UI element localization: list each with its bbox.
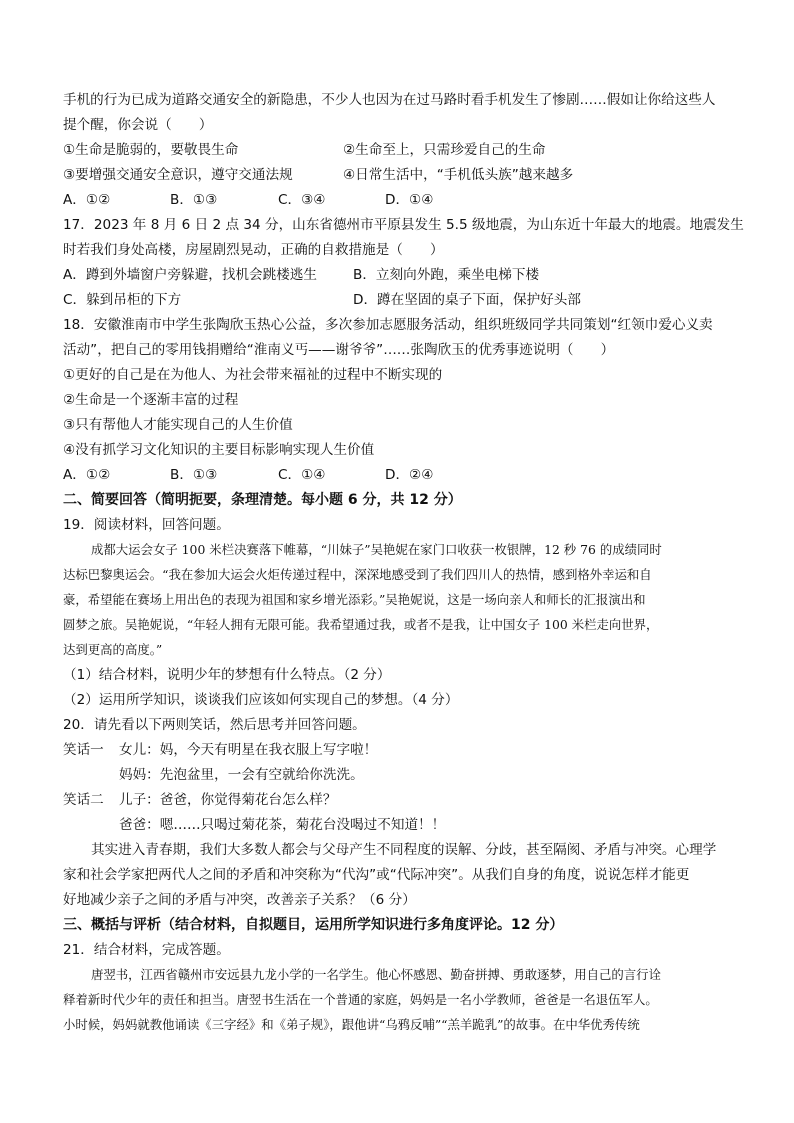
q19-subquestion-1: （1）结合材料，说明少年的梦想有什么特点。（2 分） bbox=[63, 667, 391, 683]
q18-choice-a: A．①② bbox=[63, 467, 111, 483]
q21-stem: 21．结合材料，完成答题。 bbox=[63, 942, 230, 958]
q16-choice-b: B．①③ bbox=[170, 192, 218, 208]
q16-choice-a: A．①② bbox=[63, 192, 111, 208]
q17-choice-d: D．蹲在坚固的桌子下面，保护好头部 bbox=[353, 292, 581, 308]
q16-option-3: ③要增强交通安全意识，遵守交通法规 bbox=[63, 167, 293, 183]
q16-option-2: ②生命至上，只需珍爱自己的生命 bbox=[343, 142, 546, 158]
q19-material-line-4: 圆梦之旅。吴艳妮说，“年轻人拥有无限可能。我希望通过我，或者不是我，让中国女子 100 米栏走向世界， bbox=[63, 617, 659, 632]
q19-subquestion-2: （2）运用所学知识，谈谈我们应该如何实现自己的梦想。（4 分） bbox=[63, 692, 459, 708]
q19-material-line-1: 成都大运会女子 100 米栏决赛落下帷幕，“川妹子”吴艳妮在家门口收获一枚银牌，12 秒 76 的成绩同时 bbox=[91, 542, 662, 557]
joke-1-line-1: 女儿：妈，今天有明星在我衣服上写字啦！ bbox=[119, 742, 378, 758]
q17-stem-line-2: 时若我们身处高楼，房屋剧烈晃动，正确的自救措施是（ ） bbox=[63, 242, 444, 258]
q20-paragraph-line-1: 其实进入青春期，我们大多数人都会与父母产生不同程度的误解、分歧，甚至隔阂、矛盾与冲突。心理学 bbox=[91, 842, 717, 858]
q18-option-1: ①更好的自己是在为他人、为社会带来福祉的过程中不断实现的 bbox=[63, 367, 443, 383]
q16-stem-line-1: 手机的行为已成为道路交通安全的新隐患，不少人也因为在过马路时看手机发生了惨剧……假如让你给这些人 bbox=[63, 92, 716, 108]
q18-choice-c: C．①④ bbox=[278, 467, 326, 483]
q20-paragraph-line-2: 家和社会学家把两代人之间的矛盾和冲突称为“代沟”或“代际冲突”。从我们自身的角度，说说怎样才能更 bbox=[63, 867, 690, 883]
section-2-title: 二、简要回答（简明扼要，条理清楚。每小题 6 分，共 12 分） bbox=[63, 492, 462, 508]
q21-material-line-1: 唐翌书，江西省赣州市安远县九龙小学的一名学生。他心怀感恩、勤奋拼搏、勇敢逐梦，用自己的言行诠 bbox=[91, 967, 661, 982]
q17-choice-c: C．躲到吊柜的下方 bbox=[63, 292, 182, 308]
q19-material-line-3: 豪，希望能在赛场上用出色的表现为祖国和家乡增光添彩。”吴艳妮说，这是一场向亲人和师长的汇报演出和 bbox=[63, 592, 646, 607]
q18-stem-line-2: 活动”，把自己的零用钱捐赠给“淮南义丐——谢爷爷”……张陶欣玉的优秀事迹说明（ ） bbox=[63, 342, 615, 358]
joke-2-line-1: 儿子：爸爸，你觉得菊花台怎么样？ bbox=[119, 792, 337, 808]
joke-2-tag: 笑话二 bbox=[63, 792, 104, 808]
q16-choice-c: C．③④ bbox=[278, 192, 326, 208]
q18-stem-line-1: 18．安徽淮南市中学生张陶欣玉热心公益，多次参加志愿服务活动，组织班级同学共同策划“红领巾爱心义卖 bbox=[63, 317, 713, 333]
q16-option-1: ①生命是脆弱的，要敬畏生命 bbox=[63, 142, 239, 158]
q17-choice-a: A．蹲到外墙窗户旁躲避，找机会跳楼逃生 bbox=[63, 267, 317, 283]
joke-1-line-2: 妈妈：先泡盆里，一会有空就给你洗洗。 bbox=[119, 767, 364, 783]
q17-choice-b: B．立刻向外跑，乘坐电梯下楼 bbox=[353, 267, 540, 283]
q21-material-line-3: 小时候，妈妈就教他诵读《三字经》和《弟子规》，跟他讲“乌鸦反哺”“羔羊跪乳”的故事。在中华优秀传统 bbox=[63, 1017, 640, 1032]
q18-choice-d: D．②④ bbox=[385, 467, 434, 483]
q19-material-line-5: 达到更高的高度。” bbox=[63, 642, 163, 657]
q18-option-2: ②生命是一个逐渐丰富的过程 bbox=[63, 392, 239, 408]
q19-material-line-2: 达标巴黎奥运会。“我在参加大运会火炬传递过程中，深深地感受到了我们四川人的热情，感到格外幸运和自 bbox=[63, 567, 652, 582]
q16-choice-d: D．①④ bbox=[385, 192, 434, 208]
q16-option-4: ④日常生活中，“手机低头族”越来越多 bbox=[343, 167, 574, 183]
q16-stem-line-2: 提个醒，你会说（ ） bbox=[63, 117, 213, 133]
joke-1-tag: 笑话一 bbox=[63, 742, 104, 758]
q18-choice-b: B．①③ bbox=[170, 467, 218, 483]
q21-material-line-2: 释着新时代少年的责任和担当。唐翌书生活在一个普通的家庭，妈妈是一名小学教师，爸爸是一名退伍军人。 bbox=[63, 992, 658, 1007]
q19-stem: 19．阅读材料，回答问题。 bbox=[63, 517, 230, 533]
section-3-title: 三、概括与评析（结合材料，自拟题目，运用所学知识进行多角度评论。12 分） bbox=[63, 917, 564, 933]
q17-stem-line-1: 17．2023 年 8 月 6 日 2 点 34 分，山东省德州市平原县发生 5.5 级地震，为山东近十年最大的地震。地震发生 bbox=[63, 217, 744, 233]
q18-option-4: ④没有抓学习文化知识的主要目标影响实现人生价值 bbox=[63, 442, 375, 458]
joke-2-line-2: 爸爸：嗯……只喝过菊花茶，菊花台没喝过不知道！！ bbox=[119, 817, 446, 833]
q20-paragraph-line-3: 好地减少亲子之间的矛盾与冲突，改善亲子关系？（6 分） bbox=[63, 892, 416, 908]
q18-option-3: ③只有帮他人才能实现自己的人生价值 bbox=[63, 417, 293, 433]
q20-stem: 20．请先看以下两则笑话，然后思考并回答问题。 bbox=[63, 717, 366, 733]
